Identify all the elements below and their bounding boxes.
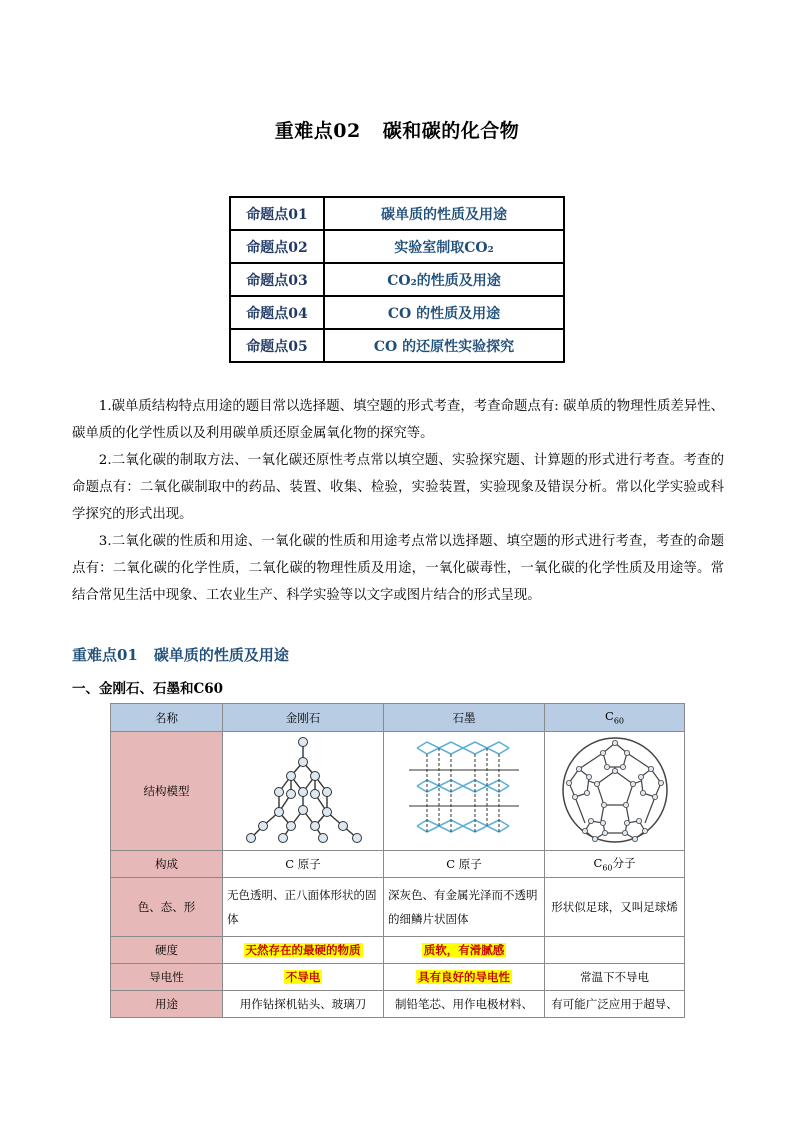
c60-comp-text: C (593, 856, 603, 871)
graphite-conductivity (384, 964, 545, 991)
graphite-hardness-text: 质软，有滑腻感 (423, 943, 505, 957)
row-label-hardness: 硬度 (111, 937, 223, 964)
c60-appearance: 形状似足球，又叫足球烯 (545, 878, 685, 937)
graphite-model-svg (409, 734, 519, 846)
diamond-hardness-text: 天然存在的最硬的物质 (245, 943, 361, 957)
topic-name: 碳单质的性质及用途 (324, 197, 564, 230)
table-row-usage (111, 991, 685, 1018)
row-label-appearance: 色、态、形 (111, 878, 223, 937)
table-header-row (111, 704, 685, 732)
table-row-model (111, 732, 685, 851)
row-label-usage: 用途 (111, 991, 223, 1018)
c60-model-svg (555, 733, 675, 847)
topic-num: 命题点02 (230, 230, 324, 263)
topic-name: CO 的性质及用途 (324, 296, 564, 329)
table-row-conductivity (111, 964, 685, 991)
graphite-composition: C 原子 (384, 851, 545, 878)
topic-name: 实验室制取CO₂ (324, 230, 564, 263)
row-label-model: 结构模型 (111, 732, 223, 851)
header-graphite: 石墨 (384, 704, 545, 732)
page-title (0, 116, 794, 143)
topic-table (229, 196, 565, 363)
header-diamond: 金刚石 (223, 704, 384, 732)
c60-conductivity: 常温下不导电 (545, 964, 685, 991)
table-row-hardness (111, 937, 685, 964)
diamond-model-svg (233, 734, 373, 846)
graphite-structure-image (384, 732, 545, 851)
topic-row (230, 329, 564, 362)
topic-row (230, 296, 564, 329)
header-c60 (545, 704, 685, 732)
header-label: 名称 (111, 704, 223, 732)
paragraph-2: 2.二氧化碳的制取方法、一氧化碳还原性考点常以填空题、实验探究题、计算题的形式进行考查。考查的命题点有：二氧化碳制取中的药品、装置、收集、检验，实验装置，实验现象及错误分析。常以化学实验或科学探究的形式出现。 (72, 453, 724, 522)
topic-name: CO 的还原性实验探究 (324, 329, 564, 362)
header-c60-sub: 60 (613, 716, 624, 726)
c60-structure-image (545, 732, 685, 851)
topic-num: 命题点01 (230, 197, 324, 230)
diamond-conductivity-text: 不导电 (285, 970, 321, 984)
topic-row (230, 230, 564, 263)
c60-usage: 有可能广泛应用于超导、 (545, 991, 685, 1018)
graphite-hardness (384, 937, 545, 964)
row-label-conductivity: 导电性 (111, 964, 223, 991)
diamond-structure-image (223, 732, 384, 851)
subsection-heading: 一、金刚石、石墨和C60 (72, 681, 224, 697)
paragraph-1: 1.碳单质结构特点用途的题目常以选择题、填空题的形式考查，考查命题点有: 碳单质的物理性质差异性、碳单质的化学性质以及利用碳单质还原金属氧化物的探究等。 (72, 399, 724, 441)
header-c60-text: C (605, 709, 614, 724)
topic-num: 命题点04 (230, 296, 324, 329)
c60-composition (545, 851, 685, 878)
diamond-appearance: 无色透明、正八面体形状的固体 (223, 878, 384, 937)
topic-row (230, 197, 564, 230)
diamond-composition: C 原子 (223, 851, 384, 878)
title-text: 碳和碳的化合物 (382, 120, 520, 142)
table-row-appearance (111, 878, 685, 937)
graphite-conductivity-text: 具有良好的导电性 (418, 970, 510, 984)
c60-hardness (545, 937, 685, 964)
title-prefix: 重难点02 (274, 120, 361, 142)
diamond-conductivity (223, 964, 384, 991)
graphite-appearance: 深灰色、有金属光泽而不透明的细鳞片状固体 (384, 878, 545, 937)
section-heading (72, 644, 289, 665)
property-table (110, 703, 685, 1018)
graphite-usage: 制铅笔芯、用作电极材料、 (384, 991, 545, 1018)
row-label-composition: 构成 (111, 851, 223, 878)
topic-num: 命题点03 (230, 263, 324, 296)
diamond-hardness (223, 937, 384, 964)
topic-row (230, 263, 564, 296)
topic-name: CO₂的性质及用途 (324, 263, 564, 296)
paragraph-3: 3.二氧化碳的性质和用途、一氧化碳的性质和用途考点常以选择题、填空题的形式进行考查，考查的命题点有：二氧化碳的化学性质，二氧化碳的物理性质及用途，一氧化碳毒性，一氧化碳的化学性质及用途等。常结合常见生活中现象、工农业生产、科学实验等以文字或图片结合的形式呈现。 (72, 534, 724, 603)
c60-comp-tail: 分子 (612, 856, 636, 871)
section-prefix: 重难点01 (72, 646, 138, 664)
section-title: 碳单质的性质及用途 (153, 646, 289, 664)
diamond-usage: 用作钻探机钻头、玻璃刀 (223, 991, 384, 1018)
topic-num: 命题点05 (230, 329, 324, 362)
c60-comp-sub: 60 (602, 863, 613, 873)
table-row-composition (111, 851, 685, 878)
